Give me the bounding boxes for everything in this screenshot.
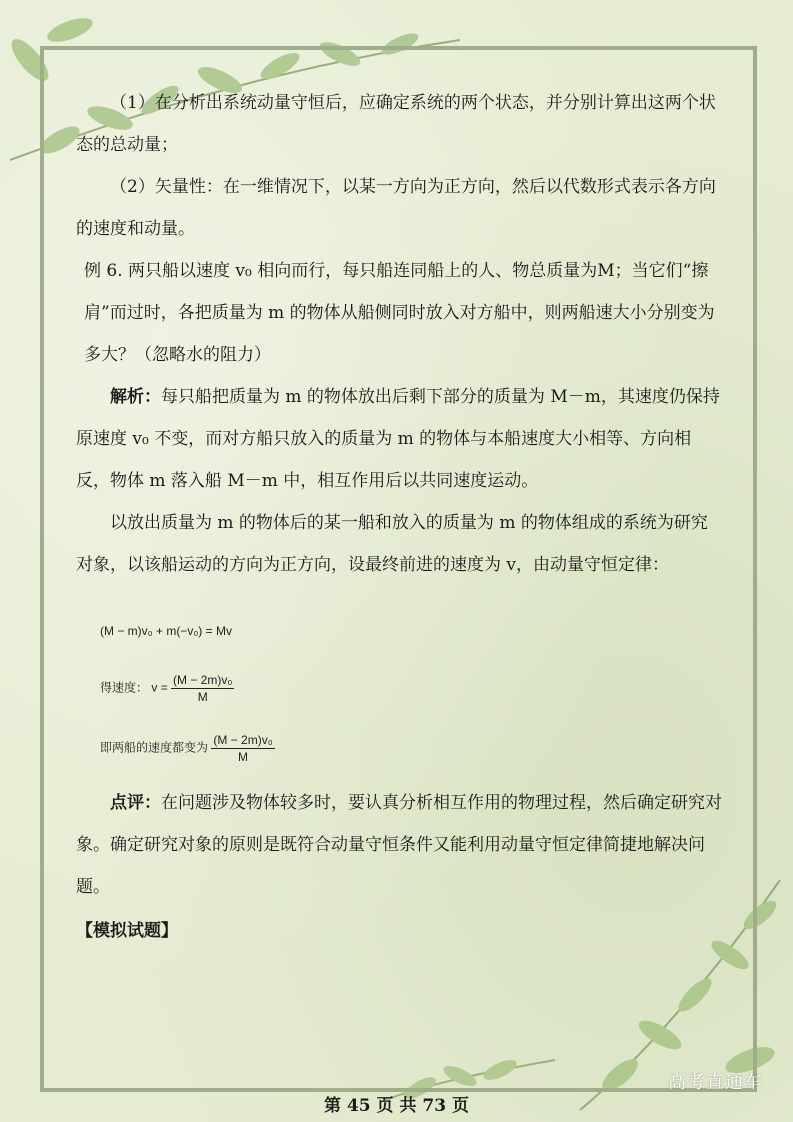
analysis-paragraph xyxy=(76,376,724,502)
analysis-label: 解析： xyxy=(110,387,161,407)
equation-final-speed-fraction: $\frac{\text{(M − 2m)v₀}}{M}$ xyxy=(213,733,273,764)
equation-final-speed-label: 即两船的速度都变为 xyxy=(100,740,209,755)
section-title-mock-test: 【模拟试题】 xyxy=(76,921,178,941)
system-selection-paragraph: 以放出质量为 m 的物体后的某一船和放入的质量为 m 的物体组成的系统为研究对象，以该船运动的方向为正方向，设最终前进的速度为 v，由动量守恒定律： xyxy=(76,513,708,575)
equation-velocity-label: 得速度： xyxy=(100,680,149,695)
paragraph-step-1: （1）在分析出系统动量守恒后，应确定系统的两个状态，并分别计算出这两个状态的总动量； xyxy=(76,93,716,155)
equation-velocity-lhs: v = xyxy=(151,680,168,695)
example-6-question: 例 6. 两只船以速度 v₀ 相向而行，每只船连同船上的人、物总质量为M；当它们“擦肩”而过时，各把质量为 m 的物体从船侧同时放入对方船中，则两船速大小分别变为多大？（忽略水的阻力） xyxy=(84,261,715,365)
equation-velocity-fraction: $\frac{\text{(M − 2m)v₀}}{M}$ xyxy=(173,673,233,704)
document-body-lower xyxy=(76,782,724,952)
comment-text: 在问题涉及物体较多时，要认真分析相互作用的物理过程，然后确定研究对象。确定研究对象的原则是既符合动量守恒条件又能利用动量守恒定律简捷地解决问题。 xyxy=(76,793,722,897)
analysis-text: 每只船把质量为 m 的物体放出后剩下部分的质量为 M－m，其速度仍保持原速度 v₀ 不变，而对方船只放入的质量为 m 的物体与本船速度大小相等、方向相反，物体 m 落入船 M－m 中，相互作用后以共同速度运动。 xyxy=(76,387,720,491)
equation-velocity xyxy=(100,672,234,705)
watermark-text: 高考直通车 xyxy=(668,1072,763,1093)
paragraph-vector-property: （2）矢量性：在一维情况下，以某一方向为正方向，然后以代数形式表示各方向的速度和动量。 xyxy=(76,177,716,239)
equation-momentum-conservation: (M − m)v₀ + m(−v₀) = Mv xyxy=(100,624,232,638)
comment-paragraph xyxy=(76,782,724,908)
equation-final-speed xyxy=(100,732,275,765)
comment-label: 点评： xyxy=(110,793,161,813)
document-body xyxy=(76,82,724,586)
page-number: 第 45 页 共 73 页 xyxy=(324,1096,469,1116)
